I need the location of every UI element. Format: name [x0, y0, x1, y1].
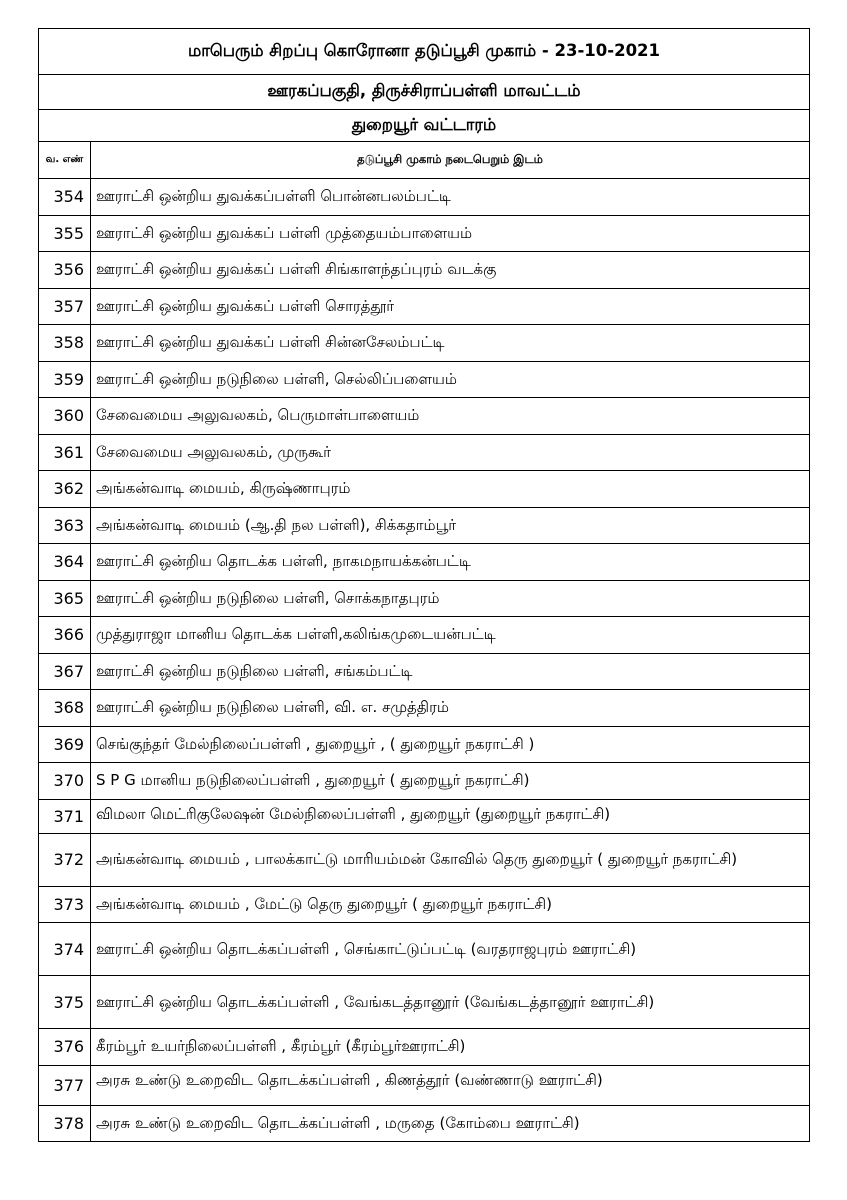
table-row — [39, 471, 810, 508]
table-row — [39, 886, 810, 923]
serial-number-cell: 368 — [39, 690, 91, 727]
serial-number-cell: 370 — [39, 763, 91, 800]
area-heading: ஊரகப்பகுதி, திருச்சிராப்பள்ளி மாவட்டம் — [39, 75, 810, 110]
serial-number-cell: 378 — [39, 1105, 91, 1142]
table-row — [39, 544, 810, 581]
title-row — [39, 29, 810, 75]
camp-location-cell: அரசு உண்டு உறைவிட தொடக்கப்பள்ளி , மருதை (கோம்பை ஊராட்சி) — [91, 1105, 810, 1142]
camp-location-cell: ஊராட்சி ஒன்றிய நடுநிலை பள்ளி, சொக்கநாதபுரம் — [91, 580, 810, 617]
table-row — [39, 1029, 810, 1066]
camp-location-cell: சேவைமைய அலுவலகம், பெருமாள்பாளையம் — [91, 398, 810, 435]
camp-location-text: விமலா மெட்ரிகுலேஷன் மேல்நிலைப்பள்ளி , துறையூர் (துறையூர் நகராட்சி) — [96, 805, 611, 823]
serial-number-cell: 374 — [39, 923, 91, 976]
camp-location-cell: அங்கன்வாடி மையம் , மேட்டு தெரு துறையூர் ( துறையூர் நகராட்சி) — [91, 886, 810, 923]
serial-number-cell: 354 — [39, 179, 91, 216]
column-header-row — [39, 142, 810, 179]
table-row — [39, 288, 810, 325]
camp-location-cell: சேவைமைய அலுவலகம், முருகூர் — [91, 434, 810, 471]
serial-number-cell: 362 — [39, 471, 91, 508]
serial-number-cell: 364 — [39, 544, 91, 581]
camp-location-cell: ஊராட்சி ஒன்றிய நடுநிலை பள்ளி, செல்லிப்பளையம் — [91, 361, 810, 398]
camp-location-cell: முத்துராஜா மானிய தொடக்க பள்ளி,கலிங்கமுடையன்பட்டி — [91, 617, 810, 654]
serial-number-cell: 367 — [39, 653, 91, 690]
table-row — [39, 1065, 810, 1105]
camp-location-cell: அங்கன்வாடி மையம், கிருஷ்ணாபுரம் — [91, 471, 810, 508]
page-title: மாபெரும் சிறப்பு கொரோனா தடுப்பூசி முகாம் - 23-10-2021 — [39, 29, 810, 75]
camp-location-cell — [91, 799, 810, 833]
camp-location-cell: ஊராட்சி ஒன்றிய துவக்கப் பள்ளி சிங்காளந்தப்புரம் வடக்கு — [91, 252, 810, 289]
camp-location-cell: கீரம்பூர் உயர்நிலைப்பள்ளி , கீரம்பூர் (கீரம்பூர்ஊராட்சி) — [91, 1029, 810, 1066]
table-row — [39, 580, 810, 617]
table-row — [39, 252, 810, 289]
serial-column-header: வ. எண் — [39, 142, 91, 179]
camp-location-cell: ஊராட்சி ஒன்றிய துவக்கப் பள்ளி சின்னசேலம்பட்டி — [91, 325, 810, 362]
serial-number-cell: 375 — [39, 976, 91, 1029]
camp-location-cell: அங்கன்வாடி மையம் , பாலக்காட்டு மாரியம்மன் கோவில் தெரு துறையூர் ( துறையூர் நகராட்சி) — [91, 833, 810, 886]
table-row — [39, 763, 810, 800]
camp-location-cell: ஊராட்சி ஒன்றிய துவக்கப்பள்ளி பொன்னபலம்பட்டி — [91, 179, 810, 216]
table-row — [39, 617, 810, 654]
serial-number-cell: 360 — [39, 398, 91, 435]
serial-number-cell: 356 — [39, 252, 91, 289]
table-row — [39, 976, 810, 1029]
serial-number-cell: 365 — [39, 580, 91, 617]
serial-number-cell: 373 — [39, 886, 91, 923]
camp-location-cell: செங்குந்தர் மேல்நிலைப்பள்ளி , துறையூர் , ( துறையூர் நகராட்சி ) — [91, 726, 810, 763]
document-page — [38, 28, 809, 1142]
table-row — [39, 923, 810, 976]
table-row — [39, 179, 810, 216]
serial-number-cell: 372 — [39, 833, 91, 886]
camp-location-cell: S P G மானிய நடுநிலைப்பள்ளி , துறையூர் ( துறையூர் நகராட்சி) — [91, 763, 810, 800]
vaccination-camp-table — [38, 28, 810, 1142]
table-row — [39, 690, 810, 727]
table-row — [39, 215, 810, 252]
table-row — [39, 507, 810, 544]
block-heading: துறையூர் வட்டாரம் — [39, 110, 810, 142]
serial-number-cell: 376 — [39, 1029, 91, 1066]
table-row — [39, 361, 810, 398]
serial-number-cell: 357 — [39, 288, 91, 325]
table-row — [39, 833, 810, 886]
table-row — [39, 398, 810, 435]
table-row — [39, 799, 810, 833]
camp-location-cell: ஊராட்சி ஒன்றிய தொடக்கப்பள்ளி , வேங்கடத்தானூர் (வேங்கடத்தானூர் ஊராட்சி) — [91, 976, 810, 1029]
table-row — [39, 434, 810, 471]
camp-location-cell: ஊராட்சி ஒன்றிய தொடக்க பள்ளி, நாகமநாயக்கன்பட்டி — [91, 544, 810, 581]
camp-location-cell: ஊராட்சி ஒன்றிய துவக்கப் பள்ளி சொரத்தூர் — [91, 288, 810, 325]
camp-location-text: அரசு உண்டு உறைவிட தொடக்கப்பள்ளி , கிணத்தூர் (வண்ணாடு ஊராட்சி) — [96, 1071, 603, 1089]
camp-location-cell: ஊராட்சி ஒன்றிய நடுநிலை பள்ளி, வி. எ. சமுத்திரம் — [91, 690, 810, 727]
block-row — [39, 110, 810, 142]
camp-location-cell — [91, 1065, 810, 1105]
serial-number-cell: 355 — [39, 215, 91, 252]
area-row — [39, 75, 810, 110]
table-row — [39, 1105, 810, 1142]
serial-number-cell: 359 — [39, 361, 91, 398]
serial-number-cell: 358 — [39, 325, 91, 362]
place-column-header: தடுப்பூசி முகாம் நடைபெறும் இடம் — [91, 142, 810, 179]
serial-number-cell: 363 — [39, 507, 91, 544]
serial-number-cell: 361 — [39, 434, 91, 471]
table-row — [39, 325, 810, 362]
camp-location-cell: அங்கன்வாடி மையம் (ஆ.தி நல பள்ளி), சிக்கதாம்பூர் — [91, 507, 810, 544]
serial-number-cell: 371 — [39, 799, 91, 833]
camp-location-cell: ஊராட்சி ஒன்றிய துவக்கப் பள்ளி முத்தையம்பாளையம் — [91, 215, 810, 252]
serial-number-cell: 377 — [39, 1065, 91, 1105]
table-row — [39, 726, 810, 763]
serial-number-cell: 366 — [39, 617, 91, 654]
camp-location-cell: ஊராட்சி ஒன்றிய தொடக்கப்பள்ளி , செங்காட்டுப்பட்டி (வரதராஜபுரம் ஊராட்சி) — [91, 923, 810, 976]
table-row — [39, 653, 810, 690]
serial-number-cell: 369 — [39, 726, 91, 763]
camp-location-cell: ஊராட்சி ஒன்றிய நடுநிலை பள்ளி, சங்கம்பட்டி — [91, 653, 810, 690]
